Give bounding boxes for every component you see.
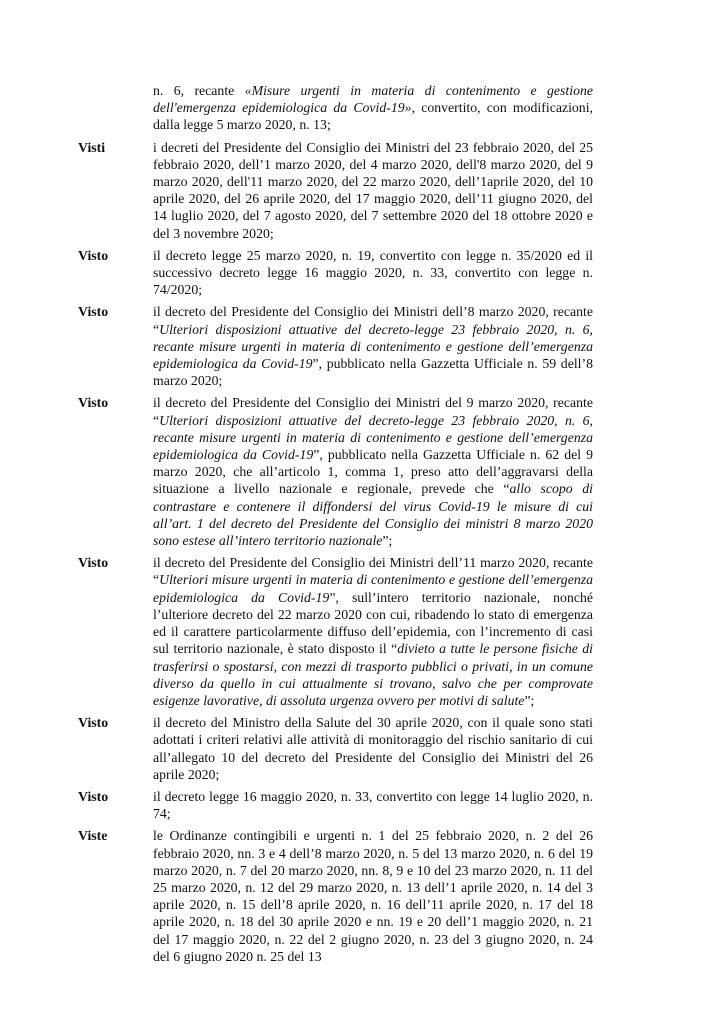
- recital-label: Viste: [78, 828, 108, 844]
- recital-label: Visto: [78, 715, 109, 731]
- recital-row: [78, 82, 593, 134]
- recital-text-segment: il decreto del Presidente del Consiglio dei Ministri dell’8 marzo 2020, recante “: [153, 304, 593, 337]
- recital-row: [78, 788, 593, 822]
- recital-text-segment: il decreto legge 25 marzo 2020, n. 19, convertito con legge n. 35/2020 ed il successivo decreto legge 16 maggio 2020, n. 33, convertito con legge n. 74/2020;: [153, 247, 593, 298]
- recital-text-segment: ”, sull’intero territorio nazionale, nonché l’ulteriore decreto del 22 marzo 2020 con cui, ribadendo lo stato di emergenza ed il carattere particolarmente diffuso dell’epidemia, con l’incremento di casi sul territorio nazionale, è stato disposto il “: [153, 589, 593, 657]
- recital-label: Visto: [78, 247, 109, 263]
- recital-text-segment: il decreto legge 16 maggio 2020, n. 33, convertito con legge 14 luglio 2020, n. 74;: [153, 788, 593, 822]
- recital-row: [78, 714, 593, 783]
- recitals-list: [78, 82, 593, 970]
- recital-text-segment: ”;: [382, 533, 393, 549]
- recital-text: [153, 394, 593, 549]
- recital-text: [153, 139, 593, 242]
- recital-row: [78, 554, 593, 709]
- recital-label: Visto: [78, 788, 109, 804]
- recital-text-segment: il decreto del Ministro della Salute del 30 aprile 2020, con il quale sono stati adottati i criteri relativi alle attività di monitoraggio del rischio sanitario di cui all’allegato 10 del decreto del Presidente del Consiglio dei Ministri del 26 aprile 2020;: [153, 715, 593, 782]
- recital-text-italic-segment: Ulteriori disposizioni attuative del decreto-legge 23 febbraio 2020, n. 6, recante misure urgenti in materia di contenimento e gestione dell’emergenza epidemiologica da Covid-19: [153, 321, 593, 372]
- recital-text-segment: i decreti del Presidente del Consiglio dei Ministri del 23 febbraio 2020, del 25 febbraio 2020, dell’1 marzo 2020, del 4 marzo 2020, dell'8 marzo 2020, del 9 marzo 2020, dell'11 marzo 2020, del 22 marzo 2020, dell’1aprile 2020, del 10 aprile 2020, del 26 aprile 2020, del 17 maggio 2020, dell’11 giugno 2020, del 14 luglio 2020, del 7 agosto 2020, del 7 settembre 2020 del 18 ottobre 2020 e del 3 novembre 2020;: [153, 139, 593, 241]
- recital-text-italic-segment: Ulteriori misure urgenti in materia di contenimento e gestione dell’emergenza epidemiologica da Covid-19: [153, 572, 593, 605]
- recital-text: [153, 788, 593, 822]
- recital-text-segment: il decreto del Presidente del Consiglio dei Ministri del 9 marzo 2020, recante “: [153, 395, 593, 428]
- recital-text: [153, 247, 593, 299]
- recital-row: [78, 827, 593, 965]
- recital-text-segment: ”, pubblicato nella Gazzetta Ufficiale n. 62 del 9 marzo 2020, che all’articolo 1, comma 1, preso atto dell’aggravarsi della situazione a livello nazionale e regionale, prevede che “: [153, 447, 594, 497]
- recital-text-segment: ”, pubblicato nella Gazzetta Ufficiale n. 59 dell’8 marzo 2020;: [153, 356, 593, 389]
- recital-text-segment: il decreto del Presidente del Consiglio dei Ministri dell’11 marzo 2020, recante “: [153, 555, 593, 588]
- recital-text-segment: n. 6, recante: [153, 83, 245, 98]
- recital-text-segment: , convertito, con modificazioni, dalla legge 5 marzo 2020, n. 13;: [153, 100, 593, 133]
- recital-text-italic-segment: divieto a tutte le persone fisiche di trasferirsi o spostarsi, con mezzi di trasporto pubblici o privati, in un comune diverso da quello in cui attualmente si trovano, salvo che per comprovate esigenze lavorative, di assoluta urgenza ovvero per motivi di salute: [153, 641, 593, 708]
- recital-text: [153, 82, 593, 134]
- recital-row: [78, 303, 593, 389]
- recital-label: Visto: [78, 395, 109, 411]
- recital-text-italic-segment: allo scopo di contrastare e contenere il diffondersi del virus Covid-19 le misure di cui all’art. 1 del decreto del Presidente del Consiglio dei ministri 8 marzo 2020 sono estese all’intero territorio nazionale: [153, 481, 593, 549]
- recital-row: [78, 247, 593, 299]
- recital-text-italic-segment: «Misure urgenti in materia di contenimento e gestione dell'emergenza epidemiologica da Covid-19»: [153, 83, 593, 116]
- recital-text-segment: le Ordinanze contingibili e urgenti n. 1 del 25 febbraio 2020, n. 2 del 26 febbraio 2020, nn. 3 e 4 dell’8 marzo 2020, n. 5 del 13 marzo 2020, n. 6 del 19 marzo 2020, n. 7 del 20 marzo 2020, nn. 8, 9 e 10 del 23 marzo 2020, n. 11 del 25 marzo 2020, n. 12 del 29 marzo 2020, n. 13 dell’1 aprile 2020, n. 14 del 3 aprile 2020, n. 15 dell’8 aprile 2020, n. 16 dell’11 aprile 2020, n. 17 del 18 aprile 2020, n. 18 del 30 aprile 2020 e nn. 19 e 20 dell’1 maggio 2020, n. 21 del 17 maggio 2020, n. 22 del 2 giugno 2020, n. 23 del 3 giugno 2020, n. 24 del 6 giugno 2020 n. 25 del 13: [153, 828, 593, 964]
- recital-text: [153, 827, 593, 965]
- recital-text-segment: ”;: [524, 692, 535, 708]
- recital-text: [153, 554, 593, 709]
- recital-row: [78, 139, 593, 242]
- recital-text: [153, 714, 593, 783]
- recital-label: [78, 82, 153, 134]
- recital-label: Visto: [78, 555, 109, 571]
- recital-label: Visti: [78, 139, 106, 155]
- recital-text: [153, 303, 593, 389]
- recital-text-italic-segment: Ulteriori disposizioni attuative del decreto-legge 23 febbraio 2020, n. 6, recante misure urgenti in materia di contenimento e gestione dell’emergenza epidemiologica da Covid-19: [153, 412, 593, 463]
- recital-label: Visto: [78, 304, 109, 320]
- recital-row: [78, 394, 593, 549]
